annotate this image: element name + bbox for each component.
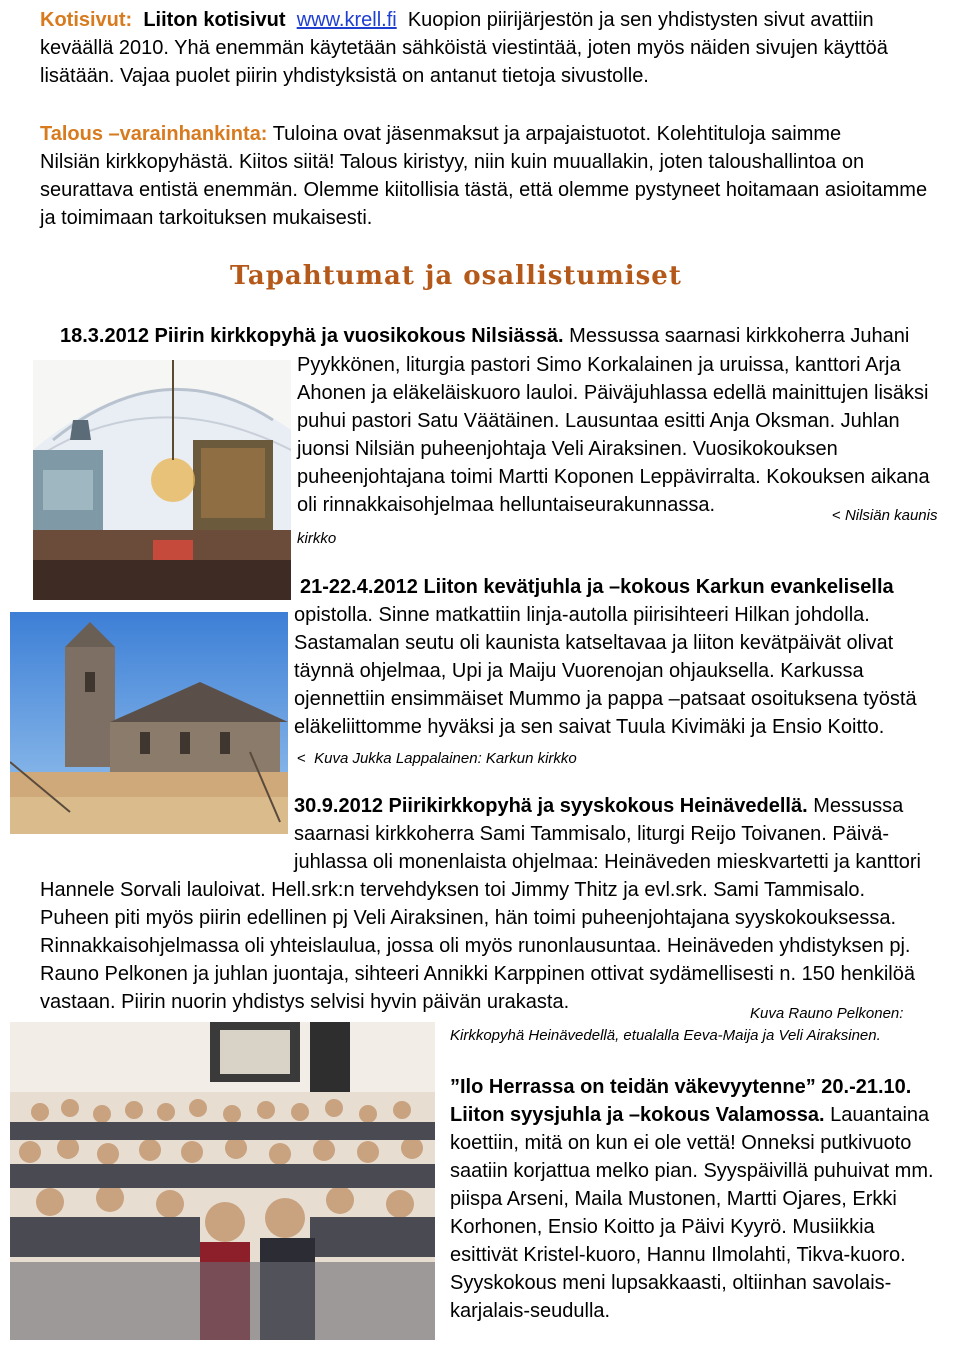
- event4-text: Korhonen, Ensio Koitto ja Päivi Kyyrö. Musiikkia: [450, 1216, 875, 1238]
- event2-text: eläkeliittomme hyväksi ja sen saivat Tuula Kivimäki ja Ensio Koitto.: [294, 716, 885, 738]
- kotisivut-lead: Liiton kotisivut: [143, 9, 286, 31]
- kotisivut-line-2: keväällä 2010. Yhä enemmän käytetään sähköistä viestintää, joten myös näiden sivujen käyttöä: [40, 37, 888, 59]
- event2-text: ojennettiin ensimmäiset Mummo ja pappa –patsaat osoituksena työstä: [294, 688, 917, 710]
- event3-caption-a: Kuva Rauno Pelkonen:: [750, 1005, 904, 1022]
- event3-text: Rinnakkaisohjelmassa oli yhteislaulua, jossa oli myös runonlausuntaa. Heinäveden yhdistyksen pj.: [40, 935, 911, 957]
- event1-text: Pyykkönen, liturgia pastori Simo Korkalainen ja uruissa, kanttori Arja: [297, 354, 901, 376]
- caption-text: Kuva Jukka Lappalainen: Karkun kirkko: [314, 750, 577, 767]
- talous-line-3: seurattava entistä enemmän. Olemme kiitollisia tästä, että olemme pystyneet hoitamaan asioitamme: [40, 179, 928, 201]
- event2-lines: [294, 601, 954, 741]
- event1-body: [297, 351, 957, 519]
- event2-body: [300, 573, 960, 601]
- event4-text: Lauantaina: [830, 1104, 930, 1126]
- event1-text: oli rinnakkaisohjelmaa helluntaiseurakunnassa.: [297, 494, 716, 516]
- event4-title-2: Liiton syysjuhla ja –kokous Valamossa.: [450, 1104, 825, 1126]
- event2-text: Sastamalan seutu oli kaunista katseltavaa ja liiton kevätpäivät olivat: [294, 632, 894, 654]
- event3-text: vastaan. Piirin nuorin yhdistys selvisi hyvin päivän urakasta.: [40, 991, 570, 1013]
- heinavesi-audience-photo: [10, 1022, 435, 1340]
- event3-text: Hannele Sorvali lauloivat. Hell.srk:n tervehdyksen toi Jimmy Thitz ja evl.srk. Sami Tammisalo.: [40, 879, 866, 901]
- event2-text: opistolla. Sinne matkattiin linja-autolla piirisihteeri Hilkan johdolla.: [294, 604, 870, 626]
- event3-text: saarnasi kirkkoherra Sami Tammisalo, liturgi Reijo Toivanen. Päivä-: [294, 823, 890, 845]
- event3-text: Puheen piti myös piirin edellinen pj Veli Airaksinen, hän toimi puheenjohtajana syyskokouksessa.: [40, 907, 897, 929]
- kotisivut-line-1: [40, 6, 950, 34]
- event4-text: koettiin, mitä on kun ei ole vettä! Onneksi putkivuoto: [450, 1132, 912, 1154]
- kotisivut-line-3: lisätään. Vajaa puolet piirin yhdistyksistä on antanut tietoja sivustolle.: [40, 65, 649, 87]
- karkku-church-photo: [10, 612, 288, 834]
- event4-text: piispa Arseni, Maila Mustonen, Martti Ojares, Erkki: [450, 1188, 897, 1210]
- event3-title-line: [294, 792, 954, 820]
- event4-title-1: ”Ilo Herrassa on teidän väkevyytenne” 20.-21.10.: [450, 1076, 912, 1098]
- event1-text: Ahonen ja eläkeläiskuoro lauloi. Päiväjuhlassa edellä mainittujen lisäksi: [297, 382, 929, 404]
- kotisivut-text-1: Kuopion piirijärjestön ja sen yhdistysten sivut avattiin: [407, 9, 874, 31]
- church-interior-photo: [33, 360, 291, 600]
- event2-text: täynnä ohjelmaa, Upi ja Maiju Vuorenojan ohjauksella. Karkussa: [294, 660, 864, 682]
- event3-full: [40, 876, 955, 1016]
- event4-body: [450, 1073, 955, 1325]
- talous-line-1: [40, 120, 955, 148]
- krell-link[interactable]: www.krell.fi: [296, 9, 397, 31]
- event1-text: puheenjohtajana toimi Martti Koponen Leppävirralta. Kokouksen aikana: [297, 466, 930, 488]
- event4-text: karjalais-seudulla.: [450, 1300, 611, 1322]
- event4-text: saatiin korjattua melko pian. Syyspäivillä puhuivat mm.: [450, 1160, 934, 1182]
- talous-section: [40, 120, 955, 232]
- caption-marker: <: [297, 750, 306, 767]
- event1-caption-b: kirkko: [297, 530, 337, 547]
- event3-caption-b: Kirkkopyhä Heinävedellä, etualalla Eeva-Maija ja Veli Airaksinen.: [450, 1027, 881, 1044]
- event3-indented: [294, 820, 954, 876]
- kotisivut-label: Kotisivut:: [40, 9, 133, 31]
- event1-caption-a: [832, 502, 937, 530]
- event1-text: juonsi Nilsiän puheenjohtaja Veli Airaksinen. Vuosikokouksen: [297, 438, 838, 460]
- talous-label: Talous –varainhankinta:: [40, 123, 268, 145]
- talous-line-2: Nilsiän kirkkopyhästä. Kiitos siitä! Talous kiristyy, niin kuin muuallakin, joten taloushallintoa on: [40, 151, 865, 173]
- event1-title-line: [60, 322, 950, 350]
- event3-text: juhlassa oli monenlaista ohjelmaa: Heinäveden mieskvartetti ja kanttori: [294, 851, 921, 873]
- event2-caption: [297, 745, 577, 773]
- event2-title: 21-22.4.2012 Liiton kevätjuhla ja –kokous Karkun evankelisella: [300, 576, 894, 598]
- section-heading: Tapahtumat ja osallistumiset: [230, 261, 682, 291]
- event4-title-line-2: [450, 1101, 955, 1129]
- event3-text-0: Messussa: [813, 795, 904, 817]
- event4-text: esittivät Kristel-kuoro, Hannu Ilmolahti, Tikva-kuoro.: [450, 1244, 906, 1266]
- event4-text: Syyskokous meni lupsakkaasti, oltiinhan savolais-: [450, 1272, 892, 1294]
- caption-text: Nilsiän kaunis: [844, 507, 938, 524]
- talous-text-1: Tuloina ovat jäsenmaksut ja arpajaistuotot. Kolehtituloja saimme: [272, 123, 842, 145]
- event1-title: 18.3.2012 Piirin kirkkopyhä ja vuosikokous Nilsiässä.: [60, 325, 564, 347]
- caption-marker: <: [832, 507, 841, 524]
- event3-text: Rauno Pelkonen ja juhlan juontaja, sihteeri Annikki Karppinen ottivat sydämellisesti n. 150 henkilöä: [40, 963, 915, 985]
- talous-line-4: ja toimimaan tarkoituksen mukaisesti.: [40, 207, 373, 229]
- event3-title: 30.9.2012 Piirikirkkopyhä ja syyskokous Heinävedellä.: [294, 795, 808, 817]
- event1-text-0: Messussa saarnasi kirkkoherra Juhani: [569, 325, 910, 347]
- event1-text: puhui pastori Satu Väätäinen. Lausuntaa esitti Anja Oksman. Juhlan: [297, 410, 900, 432]
- kotisivut-section: [40, 6, 950, 90]
